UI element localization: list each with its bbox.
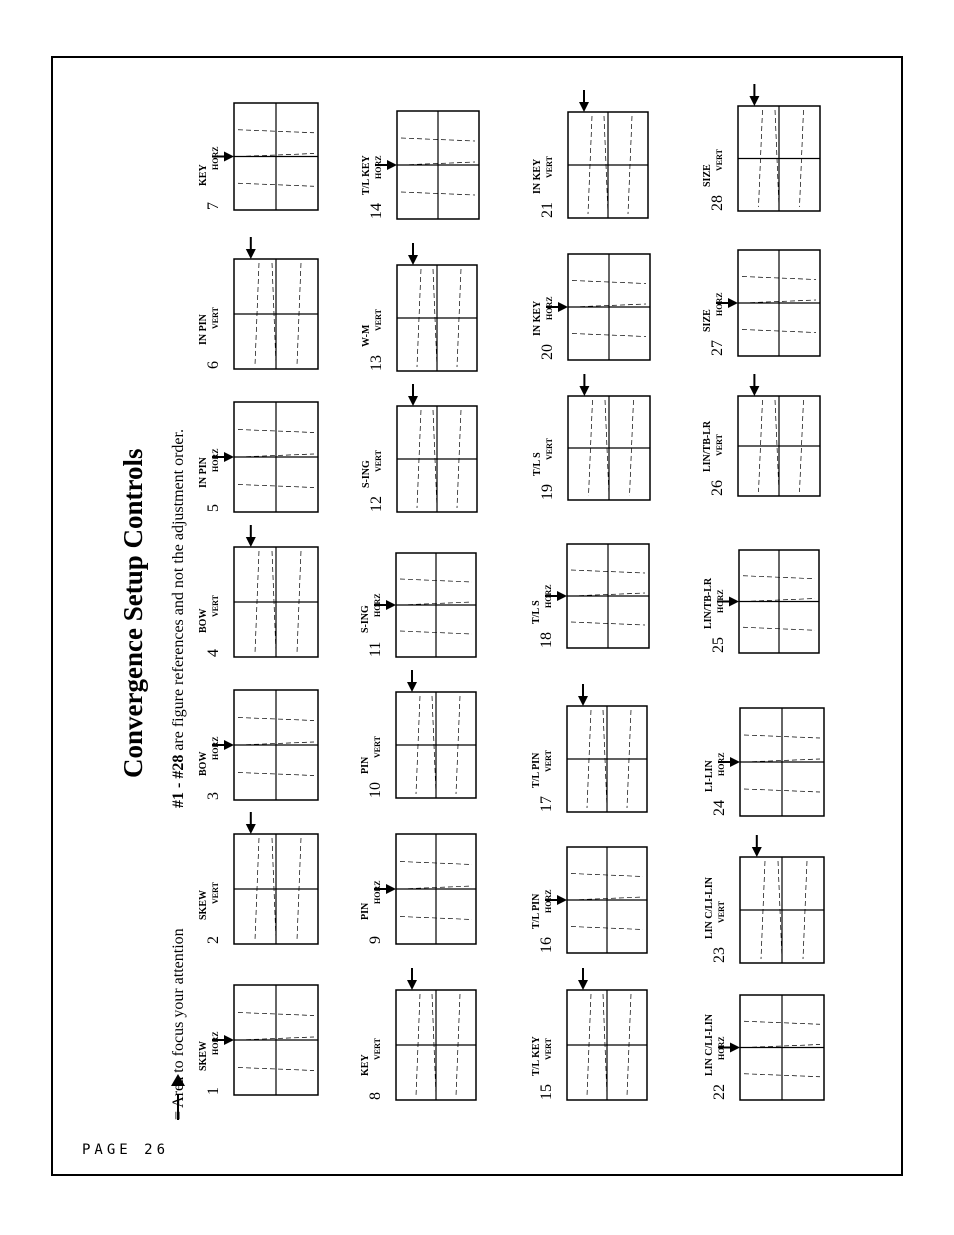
legend-text: = Area to focus your attention bbox=[170, 928, 187, 1120]
figure-20 bbox=[532, 254, 650, 360]
figure-13-arrow-icon bbox=[408, 243, 418, 265]
figure-11-label: S-ING bbox=[360, 605, 371, 633]
figure-21-number: 21 bbox=[539, 202, 556, 218]
figure-22-label: LIN C/LI-LIN bbox=[704, 1014, 715, 1076]
figure-19-label: T/L S bbox=[532, 452, 543, 476]
figure-9-label: PIN bbox=[360, 902, 371, 920]
figure-13-number: 13 bbox=[368, 355, 385, 371]
figure-12 bbox=[361, 384, 477, 512]
figure-28 bbox=[702, 84, 820, 211]
figure-26 bbox=[702, 374, 820, 496]
figure-12-label: S-ING bbox=[361, 460, 372, 488]
figure-27-number: 27 bbox=[709, 340, 726, 356]
figure-9-sublabel: HORZ bbox=[373, 880, 382, 904]
figure-4 bbox=[198, 525, 318, 657]
figure-16-number: 16 bbox=[538, 937, 555, 953]
figure-3-number: 3 bbox=[205, 792, 222, 800]
figure-5-label: IN PIN bbox=[198, 457, 209, 488]
figure-15-label: T/L KEY bbox=[531, 1036, 542, 1076]
figure-25-number: 25 bbox=[710, 637, 727, 653]
figure-27-label: SIZE bbox=[702, 309, 713, 332]
figure-12-sublabel: VERT bbox=[374, 450, 383, 472]
figure-1-number: 1 bbox=[205, 1087, 222, 1095]
figure-5-sublabel: HORZ bbox=[211, 448, 220, 472]
figure-2-number: 2 bbox=[205, 936, 222, 944]
figure-6-arrow-icon bbox=[246, 237, 256, 259]
figure-28-sublabel: VERT bbox=[715, 149, 724, 171]
figure-16 bbox=[531, 847, 647, 953]
figure-2-arrow-icon bbox=[246, 812, 256, 834]
figure-11-number: 11 bbox=[367, 641, 384, 657]
figure-17 bbox=[531, 684, 647, 812]
figure-25-label: LIN/TB-LR bbox=[703, 577, 714, 629]
figure-11 bbox=[360, 553, 476, 657]
figure-1-label: SKEW bbox=[198, 1040, 209, 1071]
figure-20-sublabel: HORZ bbox=[545, 296, 554, 320]
figure-17-sublabel: VERT bbox=[544, 750, 553, 772]
figure-4-arrow-icon bbox=[246, 525, 256, 547]
figure-23-label: LIN C/LI-LIN bbox=[704, 877, 715, 939]
figure-19-number: 19 bbox=[539, 484, 556, 500]
figure-17-number: 17 bbox=[538, 796, 555, 812]
figure-18-sublabel: HORZ bbox=[544, 584, 553, 608]
figure-3-sublabel: HORZ bbox=[211, 736, 220, 760]
figure-23-arrow-icon bbox=[752, 835, 762, 857]
figure-14-sublabel: HORZ bbox=[374, 155, 383, 179]
figure-10 bbox=[360, 670, 476, 798]
figure-14 bbox=[361, 111, 479, 219]
figure-7-number: 7 bbox=[205, 202, 222, 210]
figure-18 bbox=[531, 544, 649, 648]
subtitle-figure-range: #1 - #28 bbox=[170, 754, 187, 808]
figure-10-label: PIN bbox=[360, 756, 371, 774]
figure-6-number: 6 bbox=[205, 361, 222, 369]
figure-14-label: T/L KEY bbox=[361, 155, 372, 195]
figure-10-sublabel: VERT bbox=[373, 736, 382, 758]
figure-4-number: 4 bbox=[205, 649, 222, 657]
subtitle-text: are figure references and not the adjustment order. bbox=[170, 429, 187, 755]
figure-16-label: T/L PIN bbox=[531, 893, 542, 929]
figure-7 bbox=[198, 103, 318, 210]
figure-23-sublabel: VERT bbox=[717, 901, 726, 923]
figure-4-label: BOW bbox=[198, 608, 209, 633]
figure-28-number: 28 bbox=[709, 195, 726, 211]
figure-19-arrow-icon bbox=[579, 374, 589, 396]
figure-24-sublabel: HORZ bbox=[717, 752, 726, 776]
figure-21-label: IN KEY bbox=[532, 158, 543, 194]
figure-1-sublabel: HORZ bbox=[211, 1031, 220, 1055]
figure-28-label: SIZE bbox=[702, 164, 713, 187]
page-number: PAGE 26 bbox=[82, 1142, 170, 1158]
figure-8-arrow-icon bbox=[407, 968, 417, 990]
figure-22-number: 22 bbox=[711, 1084, 728, 1100]
figure-11-sublabel: HORZ bbox=[373, 593, 382, 617]
figure-23 bbox=[704, 835, 824, 963]
figure-14-number: 14 bbox=[368, 203, 385, 219]
figure-2 bbox=[198, 812, 318, 944]
figure-6 bbox=[198, 237, 318, 369]
figure-3-label: BOW bbox=[198, 751, 209, 776]
figure-13-label: W-M bbox=[361, 324, 372, 347]
figure-26-label: LIN/TB-LR bbox=[702, 420, 713, 472]
figure-26-arrow-icon bbox=[749, 374, 759, 396]
figure-27 bbox=[702, 250, 820, 356]
figure-22 bbox=[704, 995, 824, 1100]
figure-21-arrow-icon bbox=[579, 90, 589, 112]
figure-8-sublabel: VERT bbox=[373, 1038, 382, 1060]
figure-25 bbox=[703, 550, 819, 653]
figure-15-arrow-icon bbox=[578, 968, 588, 990]
figure-5 bbox=[198, 402, 318, 512]
figure-12-arrow-icon bbox=[408, 384, 418, 406]
figure-18-number: 18 bbox=[538, 632, 555, 648]
figure-24 bbox=[704, 708, 824, 816]
figure-21 bbox=[532, 90, 648, 218]
figure-2-sublabel: VERT bbox=[211, 882, 220, 904]
figure-28-arrow-icon bbox=[749, 84, 759, 106]
figure-7-label: KEY bbox=[198, 164, 209, 186]
figure-13 bbox=[361, 243, 477, 371]
figure-3 bbox=[198, 690, 318, 800]
figure-22-sublabel: HORZ bbox=[717, 1036, 726, 1060]
figure-15-sublabel: VERT bbox=[544, 1038, 553, 1060]
figure-23-number: 23 bbox=[711, 947, 728, 963]
figure-26-number: 26 bbox=[709, 480, 726, 496]
figure-8-label: KEY bbox=[360, 1054, 371, 1076]
figure-13-sublabel: VERT bbox=[374, 309, 383, 331]
figure-21-sublabel: VERT bbox=[545, 156, 554, 178]
figure-16-sublabel: HORZ bbox=[544, 889, 553, 913]
figure-6-label: IN PIN bbox=[198, 314, 209, 345]
figure-4-sublabel: VERT bbox=[211, 595, 220, 617]
page-title: Convergence Setup Controls bbox=[118, 448, 148, 778]
figure-24-label: LI-LIN bbox=[704, 760, 715, 792]
figure-12-number: 12 bbox=[368, 496, 385, 512]
figure-15 bbox=[531, 968, 647, 1100]
figure-7-sublabel: HORZ bbox=[211, 146, 220, 170]
figure-26-sublabel: VERT bbox=[715, 434, 724, 456]
figure-10-arrow-icon bbox=[407, 670, 417, 692]
figure-20-label: IN KEY bbox=[532, 300, 543, 336]
figure-20-number: 20 bbox=[539, 344, 556, 360]
figure-19 bbox=[532, 374, 650, 500]
figure-15-number: 15 bbox=[538, 1084, 555, 1100]
figure-17-label: T/L PIN bbox=[531, 752, 542, 788]
figure-27-sublabel: HORZ bbox=[715, 292, 724, 316]
figure-6-sublabel: VERT bbox=[211, 307, 220, 329]
figure-8 bbox=[360, 968, 476, 1100]
figure-10-number: 10 bbox=[367, 782, 384, 798]
figure-5-number: 5 bbox=[205, 504, 222, 512]
figure-8-number: 8 bbox=[367, 1092, 384, 1100]
figure-9 bbox=[360, 834, 476, 944]
figure-19-sublabel: VERT bbox=[545, 438, 554, 460]
figure-9-number: 9 bbox=[367, 936, 384, 944]
figure-17-arrow-icon bbox=[578, 684, 588, 706]
figure-2-label: SKEW bbox=[198, 889, 209, 920]
figure-24-number: 24 bbox=[711, 800, 728, 816]
figure-25-sublabel: HORZ bbox=[716, 589, 725, 613]
figure-1 bbox=[198, 985, 318, 1095]
figure-18-label: T/L S bbox=[531, 600, 542, 624]
